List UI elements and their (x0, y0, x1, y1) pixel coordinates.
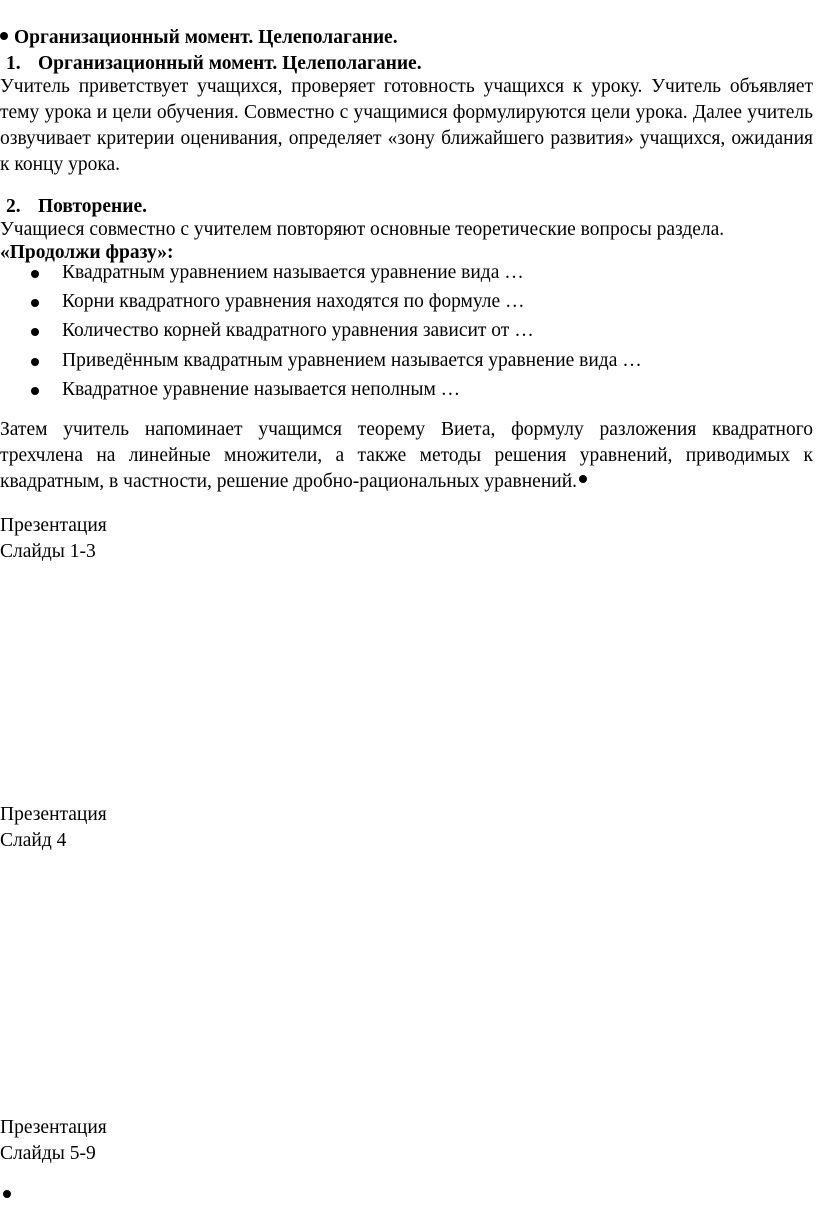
section2-heading: Повторение. (38, 196, 148, 217)
bullet-icon (31, 358, 39, 366)
section2-paragraph: Затем учитель напоминает учащимся теорему Виета, формулу разложения квадратного трехчлена на линейные множители, а также методы решения уравнений, приводимых к квадратным, в частности, решение дробно-рациональных уравнений. (0, 419, 813, 492)
section0-heading: Организационный момент. Целеполагание. (14, 27, 398, 48)
bullet-icon (31, 270, 39, 278)
bullet-icon (31, 387, 39, 395)
note-slides: Слайды 1-3 (0, 541, 96, 562)
presentation-note-1 (0, 513, 107, 565)
section1-heading: Организационный момент. Целеполагание. (38, 53, 422, 74)
list-item: Приведённым квадратным уравнением называется уравнение вида … (0, 348, 642, 377)
list-item: Количество корней квадратного уравнения зависит от … (0, 318, 642, 347)
note-slides: Слайды 5-9 (0, 1143, 96, 1164)
list-item: Квадратное уравнение называется неполным … (0, 377, 642, 406)
presentation-note-3 (0, 1115, 107, 1167)
list-item: Корни квадратного уравнения находятся по формуле … (0, 289, 642, 318)
section1-number: 1. (6, 53, 21, 74)
list-item: Квадратным уравнением называется уравнение вида … (0, 260, 642, 289)
bullet-icon (579, 475, 587, 483)
bullet-icon (31, 299, 39, 307)
note-label: Презентация (0, 1117, 107, 1138)
bullet-icon (3, 1190, 11, 1198)
note-label: Презентация (0, 804, 107, 825)
phrase-list (0, 260, 642, 406)
bullet-icon (31, 328, 39, 336)
presentation-note-2 (0, 802, 107, 854)
note-label: Презентация (0, 515, 107, 536)
heading-bullet-line (0, 25, 398, 51)
section1-paragraph: Учитель приветствует учащихся, проверяет готовность учащихся к уроку. Учитель объявляет тему урока и цели обучения. Совместно с учащимися формулируются цели урока. Далее учитель озвучивает критерии оценивания, определяет «зону ближайшего развития» учащихся, ожидания к концу урока. (0, 76, 813, 175)
section2-number: 2. (6, 196, 21, 217)
note-slides: Слайд 4 (0, 830, 67, 851)
section2-intro: Учащиеся совместно с учителем повторяют основные теоретические вопросы раздела. (0, 219, 725, 240)
bullet-icon (0, 32, 8, 40)
section2-subheading: «Продолжи фразу»: (0, 242, 174, 263)
